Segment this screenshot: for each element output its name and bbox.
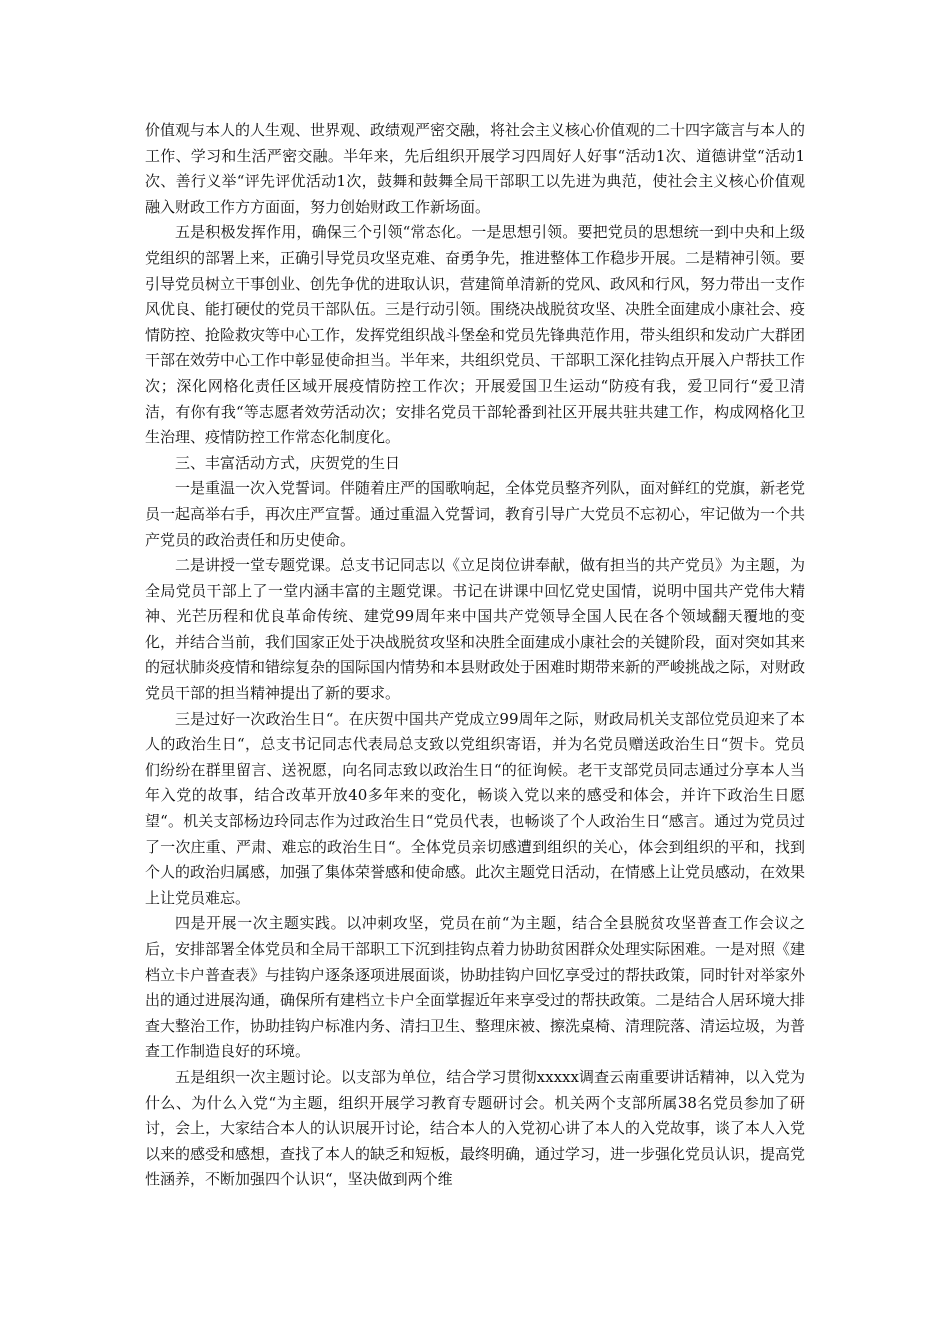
paragraph-5: 二是讲授一堂专题党课。总支书记同志以《立足岗位讲奉献，做有担当的共产党员》为主题，为全局党员干部上了一堂内涵丰富的主题党课。书记在讲课中回忆党史国情，说明中国共产党伟大精神、光芒历程和优良革命传统、建党99周年来中国共产党领导全国人民在各个领域翻天覆地的变化，并结合当前，我们国家正处于决战脱贫攻坚和决胜全面建成小康社会的关键阶段，面对突如其来的冠状肺炎疫情和错综复杂的国际国内情势和本县财政处于困难时期带来新的严峻挑战之际，对财政党员干部的担当精神提出了新的要求。: [145, 556, 806, 703]
document-page: [145, 118, 805, 1193]
paragraph-4: 一是重温一次入党誓词。伴随着庄严的国歌响起，全体党员整齐列队，面对鲜红的党旗，新老党员一起高举右手，再次庄严宣誓。通过重温入党誓词，教育引导广大党员不忘初心，牢记做为一个共产党员的政治责任和历史使命。: [145, 479, 806, 549]
paragraph-8: 五是组织一次主题讨论。以支部为单位，结合学习贯彻xxxxx调查云南重要讲话精神，以入党为什么、为什么入党“为主题，组织开展学习教育专题研讨会。机关两个支部所属38名党员参加了研讨，会上，大家结合本人的认识展开讨论，结合本人的入党初心讲了本人的入党故事，谈了本人入党以来的感受和感想，查找了本人的缺乏和短板，最终明确，通过学习，进一步强化党员认识，提高党性涵养，不断加强四个认识“，坚决做到两个维: [145, 1067, 806, 1189]
section-heading: 三、丰富活动方式，庆贺党的生日: [175, 453, 401, 472]
paragraph-2: 五是积极发挥作用，确保三个引领“常态化。一是思想引领。要把党员的思想统一到中央和上级党组织的部署上来，正确引导党员攻坚克难、奋勇争先，推进整体工作稳步开展。二是精神引领。要引导党员树立干事创业、创先争优的进取认识，营建简单清新的党风、政风和行风，努力带出一支作风优良、能打硬仗的党员干部队伍。三是行动引领。围绕决战脱贫攻坚、决胜全面建成小康社会、疫情防控、抢险救灾等中心工作，发挥党组织战斗堡垒和党员先锋典范作用，带头组织和发动广大群团干部在效劳中心工作中彰显使命担当。半年来，共组织党员、干部职工深化挂钩点开展入户帮扶工作次；深化网格化责任区域开展疫情防控工作次；开展爱国卫生运动“防疫有我，爱卫同行“爱卫清洁，有你有我“等志愿者效劳活动次；安排名党员干部轮番到社区开展共驻共建工作，构成网格化卫生治理、疫情防控工作常态化制度化。: [145, 223, 806, 447]
paragraph-7: 四是开展一次主题实践。以冲刺攻坚，党员在前“为主题，结合全县脱贫攻坚普查工作会议之后，安排部署全体党员和全局干部职工下沉到挂钩点着力协助贫困群众处理实际困难。一是对照《建档立卡户普查表》与挂钩户逐条逐项进展面谈，协助挂钩户回忆享受过的帮扶政策，同时针对举家外出的通过进展沟通，确保所有建档立卡户全面掌握近年来享受过的帮扶政策。二是结合人居环境大排查大整治工作，协助挂钩户标准内务、清扫卫生、整理床被、擦洗桌椅、清理院落、清运垃圾，为普查工作制造良好的环境。: [145, 914, 806, 1061]
paragraph-6: 三是过好一次政治生日“。在庆贺中国共产党成立99周年之际，财政局机关支部位党员迎来了本人的政治生日“，总支书记同志代表局总支致以党组织寄语，并为名党员赠送政治生日“贺卡。党员们纷纷在群里留言、送祝愿，向名同志致以政治生日“的征询候。老干支部党员同志通过分享本人当年入党的故事，结合改革开放40多年来的变化，畅谈入党以来的感受和体会，并许下政治生日愿望“。机关支部杨边玲同志作为过政治生日“党员代表，也畅谈了个人政治生日“感言。通过为党员过了一次庄重、严肃、难忘的政治生日“。全体党员亲切感遭到组织的关心，体会到组织的平和，找到个人的政治归属感，加强了集体荣誉感和使命感。此次主题党日活动，在情感上让党员感动，在效果上让党员难忘。: [145, 709, 806, 907]
paragraph-1: 价值观与本人的人生观、世界观、政绩观严密交融，将社会主义核心价值观的二十四字箴言与本人的工作、学习和生活严密交融。半年来，先后组织开展学习四周好人好事“活动1次、道德讲堂“活动1次、善行义举“评先评优活动1次，鼓舞和鼓舞全局干部职工以先进为典范，使社会主义核心价值观融入财政工作方方面面，努力创始财政工作新场面。: [145, 121, 806, 216]
